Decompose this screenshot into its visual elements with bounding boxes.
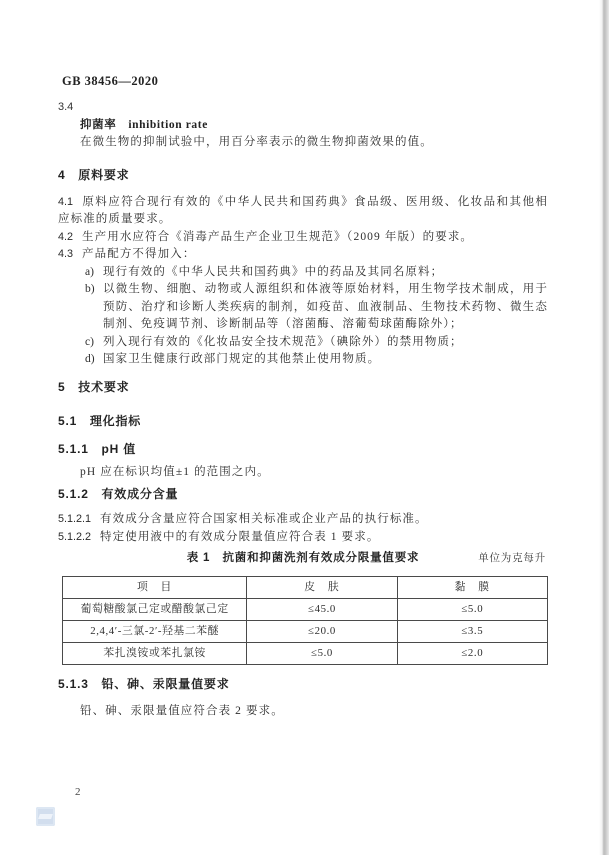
term-3-4	[58, 99, 548, 152]
document-page	[58, 0, 548, 721]
list-item-b-text: 以微生物、细胞、动物或人源组织和体液等原始材料，用生物学技术制成，用于预防、治疗和诊断人类疾病的制剂，如疫苗、血液制品、生物技术药物、微生态制剂、免疫调节剂、诊断制品等（溶菌酶、溶葡萄球菌酶除外）；	[103, 283, 548, 330]
list-item-b-marker: b)	[85, 283, 95, 295]
clause-4-1-text: 原料应符合现行有效的《中华人民共和国药典》食品级、医用级、化妆品和其他相应标准的质量要求。	[58, 195, 548, 225]
term-title	[58, 117, 548, 135]
table-cell-skin-limit: ≤5.0	[247, 643, 397, 665]
table-header-row	[63, 577, 548, 599]
table-cell-mucosa-limit: ≤2.0	[397, 643, 547, 665]
table-1-unit-note: 单位为克每升	[478, 553, 546, 564]
term-number: 3.4	[58, 101, 74, 113]
clause-5-1-2-2-number: 5.1.2.2	[58, 530, 92, 543]
table-cell-item: 葡萄糖酸氯己定或醋酸氯己定	[63, 599, 247, 621]
clause-5-1-2-2	[58, 529, 548, 547]
clause-4-2-number: 4.2	[58, 230, 74, 243]
table-cell-skin-limit: ≤20.0	[247, 621, 397, 643]
list-item-c-marker: c)	[85, 335, 94, 348]
clause-4-2	[58, 229, 548, 247]
list-item-b	[85, 281, 548, 334]
ph-requirement-text: pH 应在标识均值±1 的范围之内。	[80, 465, 270, 478]
lead-arsenic-mercury-text: 铅、砷、汞限量值应符合表 2 要求。	[80, 705, 284, 717]
table-cell-item: 苯扎溴铵或苯扎氯铵	[63, 643, 247, 665]
section-4-heading: 4 原料要求	[58, 167, 130, 182]
page-edge-shadow	[599, 0, 609, 855]
list-item-c	[85, 334, 548, 352]
section-5-1-2-heading: 5.1.2 有效成分含量	[58, 487, 179, 501]
clause-4-3-list	[58, 264, 548, 369]
clause-5-1-2-1	[58, 511, 548, 529]
clause-4-3	[58, 246, 548, 264]
table-row	[63, 599, 548, 621]
table-header-mucosa: 黏 膜	[397, 577, 547, 599]
clause-5-1-2-1-number: 5.1.2.1	[58, 513, 92, 525]
table-cell-mucosa-limit: ≤3.5	[397, 621, 547, 643]
section-5-1-3-heading: 5.1.3 铅、砷、汞限量值要求	[58, 677, 230, 691]
section-5-1-1-heading: 5.1.1 pH 值	[58, 441, 137, 456]
table-1-caption: 表 1 抗菌和抑菌洗剂有效成分限量值要求	[186, 552, 420, 564]
page-number: 2	[75, 786, 81, 798]
watermark-logo	[36, 807, 55, 826]
term-name-en: inhibition rate	[128, 118, 208, 131]
table-cell-item: 2,4,4′-三氯-2′-羟基二苯醚	[63, 621, 247, 643]
list-item-a-text: 现行有效的《中华人民共和国药典》中的药品及其同名原料；	[103, 265, 444, 278]
term-definition: 在微生物的抑制试验中，用百分率表示的微生物抑菌效果的值。	[80, 136, 433, 148]
table-1-active-ingredient-limits	[62, 576, 548, 665]
clause-4-3-number: 4.3	[58, 248, 74, 260]
table-header-skin: 皮 肤	[247, 577, 397, 599]
list-item-d-text: 国家卫生健康行政部门规定的其他禁止使用物质。	[103, 353, 381, 365]
table-1-caption-row	[58, 550, 548, 567]
clause-4-3-text: 产品配方不得加入：	[82, 248, 196, 260]
table-cell-skin-limit: ≤45.0	[247, 599, 397, 621]
section-5-1-heading: 5.1 理化指标	[58, 413, 142, 428]
list-item-a	[85, 264, 548, 282]
table-cell-mucosa-limit: ≤5.0	[397, 599, 547, 621]
list-item-d	[85, 351, 548, 369]
clause-4-1	[58, 194, 548, 229]
clause-5-1-2-1-text: 有效成分含量应符合国家相关标准或企业产品的执行标准。	[100, 513, 428, 525]
list-item-d-marker: d)	[85, 353, 95, 365]
list-item-a-marker: a)	[85, 265, 94, 278]
clause-4-1-number: 4.1	[58, 195, 74, 208]
term-name-cn: 抑菌率	[80, 118, 117, 131]
clause-5-1-2-2-text: 特定使用液中的有效成分限量值应符合表 1 要求。	[100, 530, 380, 543]
table-row	[63, 643, 548, 665]
table-row	[63, 621, 548, 643]
table-header-item: 项 目	[63, 577, 247, 599]
clause-4-2-text: 生产用水应符合《消毒产品生产企业卫生规范》（2009 年版）的要求。	[82, 230, 474, 243]
section-5-heading: 5 技术要求	[58, 379, 130, 394]
list-item-c-text: 列入现行有效的《化妆品安全技术规范》（碘除外）的禁用物质；	[103, 335, 463, 348]
doc-header: GB 38456—2020	[62, 74, 159, 88]
